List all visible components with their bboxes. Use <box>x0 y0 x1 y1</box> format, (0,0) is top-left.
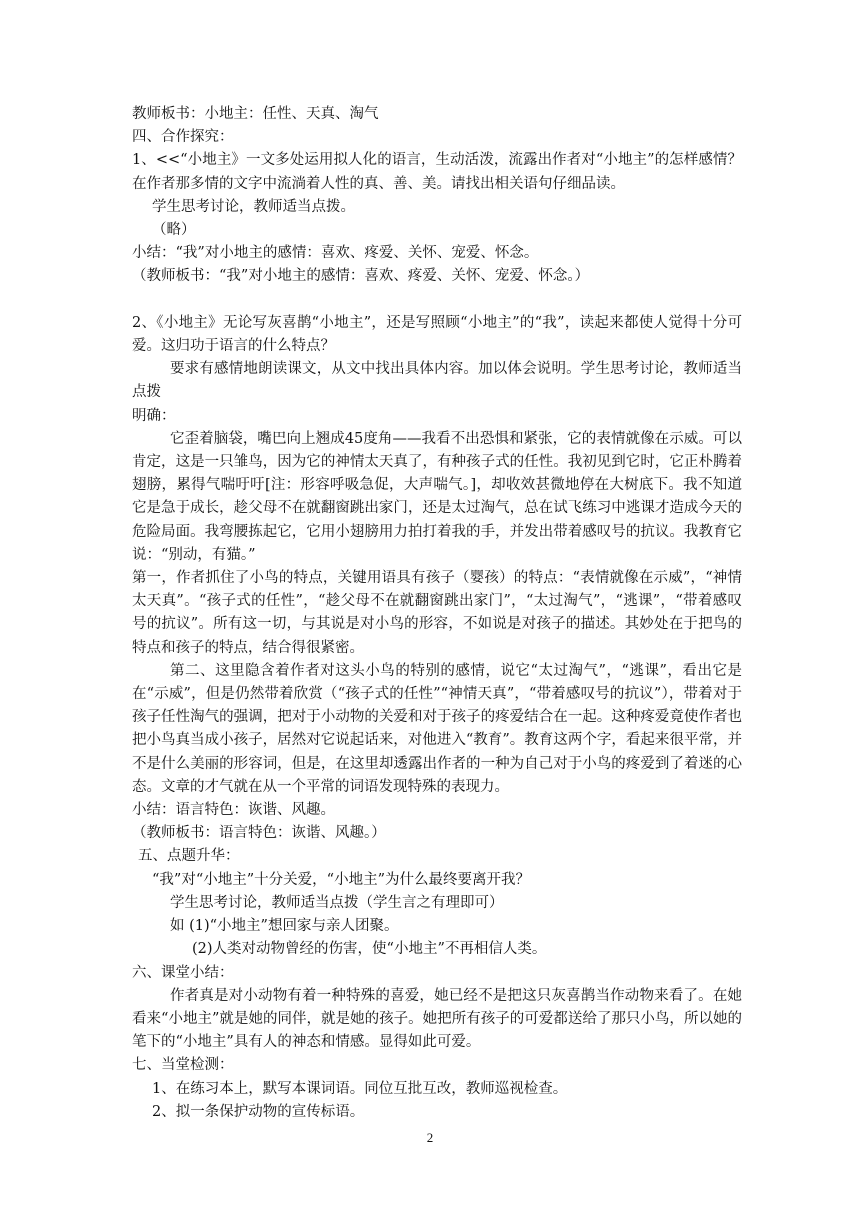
page-number: 2 <box>426 1130 434 1145</box>
quoted-passage: 它歪着脑袋，嘴巴向上翘成45度角——我看不出恐惧和紧张，它的表情就像在示威。可以肯定，这是一只雏鸟，因为它的神情太天真了，有种孩子式的任性。我初见到它时，它正朴腾着翅膀，累得气喘吁吁[注：形容呼吸急促，大声喘气。]，却收效甚微地停在大树底下。我不知道它是急于成长，趁父母不在就翻窗跳出家门，还是太过淘气，总在试飞练习中逃课才造成今天的危险局面。我弯腰拣起它，它用小翅膀用力拍打着我的手，并发出带着感叹号的抗议。我教育它说：“别动，有猫。” <box>132 430 742 563</box>
exercise-1: 1、在练习本上，默写本课词语。同位互批互改，教师巡视检查。 <box>152 1080 568 1097</box>
question-1: 1、<<“小地主》一文多处运用拟人化的语言，生动活泼，流露出作者对“小地主”的怎样感情？在作者那多情的文字中流淌着人性的真、善、美。请找出相关语句仔细品读。 <box>132 152 742 192</box>
analysis-point-1: 第一，作者抓住了小鸟的特点，关键用语具有孩子（婴孩）的特点：“表情就像在示威”，“神情太天真”。“孩子式的任性”，“趁父母不在就翻窗跳出家门”，“太过淘气”，“逃课”，“带着感叹号的抗议”。所有这一切，与其说是对小鸟的形容，不如说是对孩子的描述。其妙处在于把鸟的特点和孩子的特点，结合得很紧密。 <box>132 570 742 656</box>
board-note-2: （教师板书：“我”对小地主的感情：喜欢、疼爱、关怀、宠爱、怀念。） <box>132 268 590 285</box>
analysis-point-2: 第二、这里隐含着作者对这头小鸟的特别的感情，说它“太过淘气”，“逃课”，看出它是在“示威”，但是仍然带着欣赏（“孩子式的任性”“神情天真”，“带着感叹号的抗议”），带着对于孩子任性淘气的强调，把对于小动物的关爱和对于孩子的疼爱结合在一起。这种疼爱竟使作者也把小鸟真当成小孩子，居然对它说起话来，对他进入“教育”。教育这两个字，看起来很平常，并不是什么美丽的形容词，但是，在这里却透露出作者的一种为自己对于小鸟的疼爱到了着迷的心态。文章的才气就在从一个平常的词语发现特殊的表现力。 <box>132 662 742 795</box>
blank-line <box>132 289 742 312</box>
section-heading-5: 五、点题升华： <box>138 848 240 865</box>
summary-2: 小结：语言特色：诙谐、风趣。 <box>132 802 335 819</box>
document-body <box>132 103 742 1124</box>
section-heading-7: 七、当堂检测： <box>132 1057 234 1074</box>
question-2: 2、《小地主》无论写灰喜鹊“小地主”，还是写照顾“小地主”的“我”，读起来都使人觉得十分可爱。这归功于语言的什么特点？ <box>132 314 742 355</box>
clarification-label: 明确： <box>132 407 176 424</box>
answer-item-2: (2)人类对动物曾经的伤害，使“小地主”不再相信人类。 <box>192 941 547 958</box>
class-summary: 作者真是对小动物有着一种特殊的喜爱，她已经不是把这只灰喜鹊当作动物来看了。在她看来“小地主”就是她的同伴，就是她的孩子。她把所有孩子的可爱都送给了那只小鸟，所以她的笔下的“小地主”具有人的神态和情感。显得如此可爱。 <box>132 987 742 1051</box>
board-note-1: 教师板书：小地主：任性、天真、淘气 <box>132 106 379 122</box>
section-heading-6: 六、课堂小结： <box>132 964 234 981</box>
discussion-note-1: 学生思考讨论，教师适当点拨。 <box>152 198 355 215</box>
exercise-2: 2、拟一条保护动物的宣传标语。 <box>152 1103 365 1120</box>
section-heading-4: 四、合作探究： <box>132 129 234 146</box>
summary-1: 小结：“我”对小地主的感情：喜欢、疼爱、关怀、宠爱、怀念。 <box>132 245 539 262</box>
answer-item-1: 如 (1)“小地主”想回家与亲人团聚。 <box>170 918 399 935</box>
theme-question: “我”对“小地主”十分关爱，“小地主”为什么最终要离开我？ <box>152 871 530 888</box>
board-note-3: （教师板书：语言特色：诙谐、风趣。） <box>132 825 386 842</box>
discussion-note-2: 学生思考讨论，教师适当点拨（学生言之有理即可） <box>170 894 504 911</box>
reading-instruction: 要求有感情地朗读课文，从文中找出具体内容。加以体会说明。学生思考讨论，教师适当点拨 <box>132 361 742 401</box>
omitted-note: （略） <box>152 222 196 239</box>
